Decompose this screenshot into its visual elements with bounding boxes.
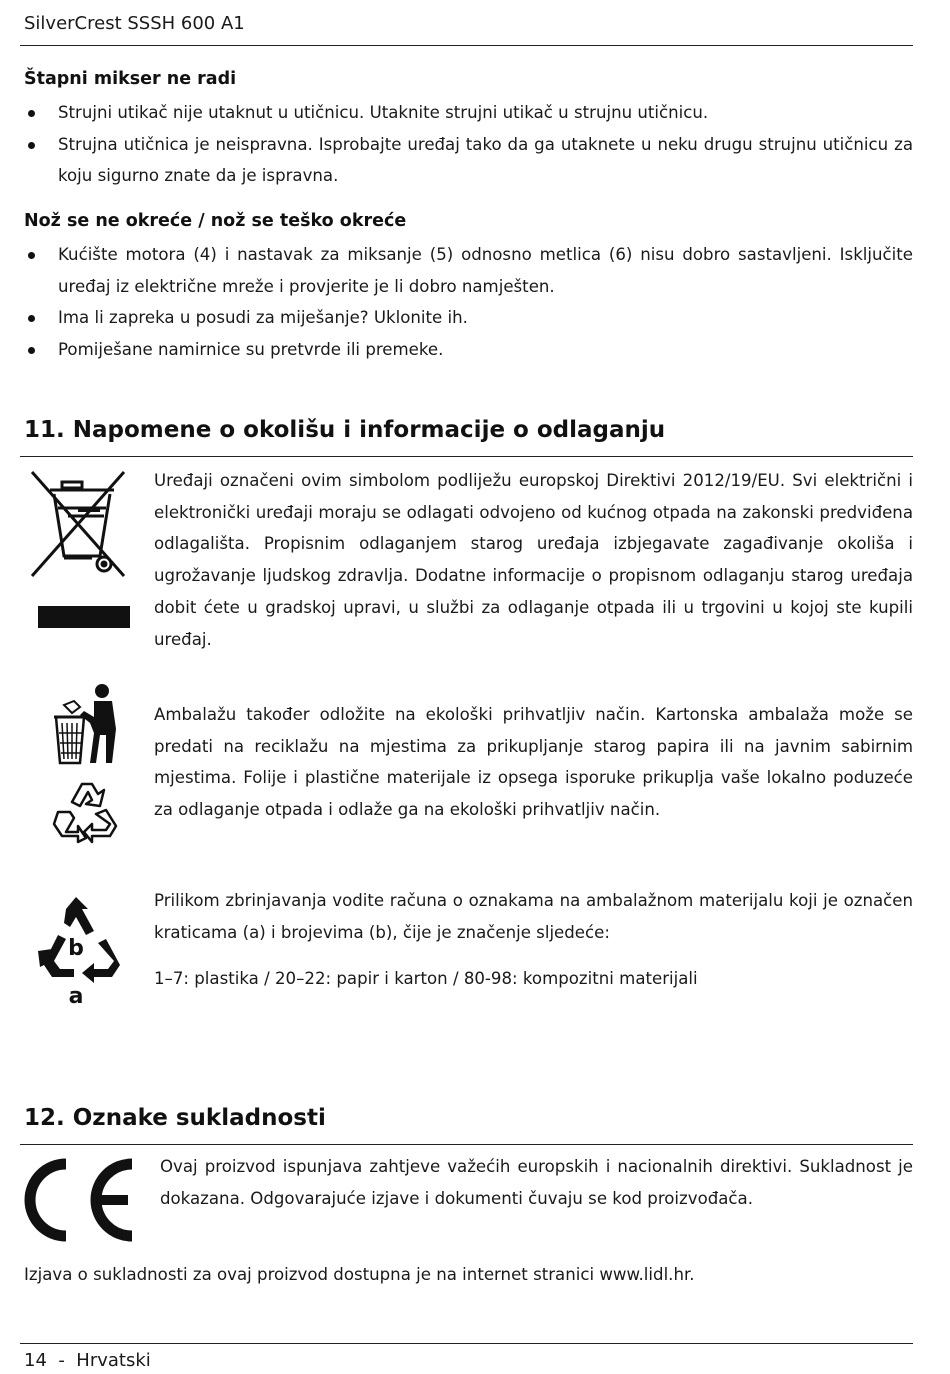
- list-item: Ima li zapreka u posudi za miješanje? Uklonite ih.: [24, 302, 913, 334]
- recycle-code-a-label: a: [68, 984, 84, 1007]
- recycling-code-icon: [30, 895, 126, 1007]
- mixer-not-working-list: [24, 97, 913, 192]
- section-12-divider: [20, 1144, 913, 1145]
- list-item: Kućište motora (4) i nastavak za miksanje (5) odnosno metlica (6) nisu dobro sastavljeni. Isključite uređaj iz električne mreže i provjerite je li dobro namješten.: [24, 239, 913, 302]
- bullet-icon: [28, 315, 35, 322]
- codes-line: 1–7: plastika / 20–22: papir i karton / 80-98: kompozitni materijali: [154, 969, 698, 988]
- blade-not-turning-list: [24, 239, 913, 366]
- declaration-line: Izjava o sukladnosti za ovaj proizvod dostupna je na internet stranici www.lidl.hr.: [24, 1265, 695, 1284]
- section-11-divider: [20, 456, 913, 457]
- page-footer: 14 - Hrvatski: [24, 1350, 151, 1371]
- marking-paragraph: Prilikom zbrinjavanja vodite računa o oznakama na ambalažnom materijalu koji je označen kraticama (a) i brojevima (b), čije je značenje sljedeće:: [154, 891, 913, 942]
- list-item: Strujni utikač nije utaknut u utičnicu. Utaknite strujni utikač u strujnu utičnicu.: [24, 97, 913, 129]
- header-divider: [20, 45, 913, 46]
- weee-paragraph: Uređaji označeni ovim simbolom podliježu europskoj Direktivi 2012/19/EU. Svi električni i elektronički uređaji moraju se odlagati odvojeno od kućnog otpada na zakonski predviđena odlagališta. Propisnim odlaganjem starog uređaja izbjegavate zagađivanje okoliša i ugrožavanje ljudskog zdravlja. Dodatne informacije o propisnom odlaganju starog uređaja dobit ćete u gradskoj upravi, u službi za odlaganje otpada ili u trgovini u kojoj ste kupili uređaj.: [154, 471, 913, 649]
- tidyman-icon: [50, 683, 122, 767]
- recycle-code-b-label: b: [68, 936, 84, 961]
- subheading-blade-not-turning: Nož se ne okreće / nož se teško okreće: [24, 211, 407, 231]
- subheading-mixer-not-working: Štapni mikser ne radi: [24, 69, 237, 89]
- recycle-arrows-icon: [50, 776, 120, 844]
- list-item: Pomiješane namirnice su pretvrde ili premeke.: [24, 334, 913, 366]
- bullet-icon: [28, 110, 35, 117]
- section-11-heading: 11. Napomene o okolišu i informacije o odlaganju: [24, 417, 666, 443]
- list-item: Strujna utičnica je neispravna. Isprobajte uređaj tako da ga utaknete u neku drugu strujnu utičnicu za koju sigurno znate da je ispravna.: [24, 129, 913, 192]
- weee-crossed-bin-icon: [28, 468, 132, 632]
- ce-mark-icon: [22, 1158, 138, 1242]
- bullet-icon: [28, 347, 35, 354]
- bullet-icon: [28, 142, 35, 149]
- bullet-icon: [28, 252, 35, 259]
- ce-paragraph: Ovaj proizvod ispunjava zahtjeve važećih europskih i nacionalnih direktivi. Sukladnost je dokazana. Odgovarajuće izjave i dokumenti čuvaju se kod proizvođača.: [160, 1157, 913, 1208]
- section-12-heading: 12. Oznake sukladnosti: [24, 1105, 326, 1131]
- footer-divider: [20, 1343, 913, 1344]
- document-header: SilverCrest SSSH 600 A1: [24, 13, 245, 34]
- packaging-paragraph: Ambalažu također odložite na ekološki prihvatljiv način. Kartonska ambalaža može se predati na reciklažu na mjestima za prikupljanje starog papira ili na javnim sabirnim mjestima. Folije i plastične materijale iz opsega isporuke prikuplja vaše lokalno poduzeće za odlaganje otpada i odlaže ga na ekološki prihvatljiv način.: [154, 705, 913, 820]
